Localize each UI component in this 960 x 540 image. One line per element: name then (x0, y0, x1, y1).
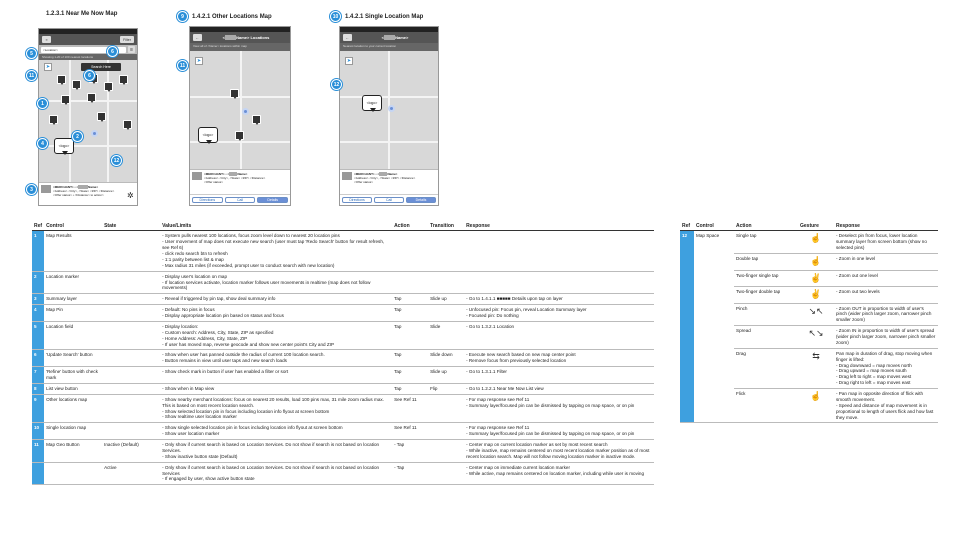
control-cell: List view button (44, 383, 102, 394)
table-row (32, 423, 654, 440)
map-banner: Nearest location to your current location (340, 43, 438, 51)
response-line: - Unfocused pin: Focus pin, reveal Location Summary layer (466, 307, 587, 313)
response-cell (834, 326, 938, 349)
state-cell (102, 294, 160, 305)
wireframe-title-single-location: 10 1.4.2.1 Single Location Map (330, 11, 423, 22)
table-row (32, 271, 654, 294)
value-line: - click redo search btn to refresh (162, 251, 228, 257)
state-cell: Inactive (Default) (102, 440, 160, 463)
control-cell: Map Space (694, 231, 734, 423)
nav-bar (340, 32, 438, 43)
response-cell (834, 254, 938, 271)
response-line: - Go to 1.2.2.1 Near Me Now List view (466, 385, 544, 391)
map-pin[interactable] (61, 95, 70, 104)
state-cell (102, 383, 160, 394)
location-field[interactable]: <Location> (41, 47, 126, 53)
map-pin[interactable] (97, 112, 106, 121)
summary-layer[interactable]: <MERCHANT> • <xxxxxName> <Address> <City>, <State> <ZIP> <Distance> <Offer status> (190, 169, 290, 195)
gesture-icon: ✌ (798, 270, 834, 287)
values-cell (160, 462, 392, 485)
state-cell: Active (102, 462, 160, 485)
response-line: - Deselect pin from focus, lower location summary layer from screen bottom (show no selected pins) (836, 233, 927, 251)
callout-5: 5 (26, 48, 37, 59)
transition-cell: Slide down (428, 350, 464, 367)
response-line: - Summary layer/focused pin can be dismissed by tapping on map space, or on pin (466, 431, 635, 437)
nav-bar (39, 34, 137, 45)
transition-cell (428, 440, 464, 463)
response-cell (834, 348, 938, 388)
response-cell (834, 389, 938, 423)
values-cell (160, 305, 392, 322)
value-line: - Display appropriate location pin based on status and focus (162, 313, 284, 319)
focused-map-pin[interactable]: <logo> (198, 127, 218, 143)
value-line: - Default: No pins in focus (162, 307, 215, 313)
action-cell: Two-finger single tap (734, 270, 798, 287)
state-cell (102, 394, 160, 423)
values-cell (160, 294, 392, 305)
summary-layer[interactable]: <MERCHANT> • <xxxxxName> <Address> <City>, <State> <ZIP> <Distance> <Offer status> (340, 169, 438, 195)
state-cell (102, 350, 160, 367)
values-cell (160, 383, 392, 394)
gesture-icon: ⇆ (798, 348, 834, 388)
header-control: Control (694, 222, 734, 231)
merchant-logo (41, 185, 51, 193)
details-button[interactable]: Details (406, 197, 436, 203)
response-cell (834, 270, 938, 287)
values-cell (160, 271, 392, 294)
header-gesture: Gesture (798, 222, 834, 231)
response-line: - Speed and distance of map movement is in proportional to length of users flick and how fast they move. (836, 402, 934, 420)
response-line: - Summary layer/focused pin can be dismissed by tapping on map space, or on pin (466, 402, 635, 408)
call-button[interactable]: Call (374, 197, 404, 203)
response-line: - Zoom out two levels (836, 289, 880, 295)
street (107, 60, 109, 182)
header-control: Control (44, 222, 102, 231)
response-cell (464, 383, 654, 394)
other-locations-map-screen (189, 26, 291, 206)
summary-offer: <Offer status> (204, 180, 223, 184)
value-line: - Show inactive button state (Default) (162, 453, 238, 459)
response-line: - For map response see Ref 11 (466, 396, 530, 402)
value-line: - If location services activate, location marker follows user movements in realtime (map does not follow movements) (162, 279, 371, 291)
action-cell: Tap (392, 305, 428, 322)
value-line: - Show check mark in button if user has enabled a filter or sort (162, 369, 289, 375)
nav-bar (190, 32, 290, 43)
control-cell: Summary layer (44, 294, 102, 305)
action-cell: Pinch (734, 303, 798, 326)
action-cell (392, 271, 428, 294)
value-line: - Custom search: Address, City, State, ZIP as specified (162, 329, 274, 335)
response-line: - Zoom OUT in proportion to width of user's pinch (wider pinch larger zoom, narrower pinch smaller zoom) (836, 305, 932, 323)
map-pin[interactable] (72, 80, 81, 89)
value-line: - Show when user has panned outside the radius of current 100 location search. (162, 352, 325, 358)
action-cell: Tap (392, 383, 428, 394)
table-row (32, 321, 654, 350)
value-line: - Show realtime user location marker (162, 414, 237, 420)
control-cell: Map Results (44, 231, 102, 271)
values-cell (160, 440, 392, 463)
geo-button-icon[interactable]: ➤ (346, 58, 352, 64)
value-line: - Show when in Map view (162, 385, 215, 391)
transition-cell: Flip (428, 383, 464, 394)
action-bar (340, 194, 438, 205)
transition-cell (428, 394, 464, 423)
ref-cell: 8 (32, 383, 44, 394)
action-cell: Two-finger double tap (734, 287, 798, 304)
table-header-row (32, 222, 654, 231)
value-line: - User movement of map does not execute new search (user must tap 'Redo Search' button for result refresh, see Ref 6) (162, 239, 385, 251)
map-banner: Showing 1-20 of 100 nearest locations (39, 54, 137, 60)
summary-title: <MERCHANT> • < (204, 172, 230, 176)
response-line: - Zoom in one level (836, 256, 876, 262)
values-cell (160, 394, 392, 423)
ref-cell: 4 (32, 305, 44, 322)
summary-address: <Address> <City>, <State> <ZIP> <Distance> (204, 176, 266, 180)
location-marker (388, 105, 395, 112)
header-transition: Transition (428, 222, 464, 231)
action-cell: See Ref 11 (392, 394, 428, 423)
map-pin[interactable] (119, 75, 128, 84)
action-bar (190, 194, 290, 205)
map-banner: View all of <Name> locations within map (190, 43, 290, 51)
callout-11: 11 (177, 60, 188, 71)
merchant-logo (342, 172, 352, 180)
value-line: - Display user's location on map (162, 273, 228, 279)
action-cell: - Tap (392, 462, 428, 485)
menu-button[interactable]: ≡ (42, 36, 51, 43)
callout-12: 12 (331, 79, 342, 90)
response-line: - Go to 1.4.1.1 ■■■■■ Details upon tap on layer (466, 296, 563, 302)
gesture-icon: ↖↘ (798, 326, 834, 349)
ref-cell: 7 (32, 367, 44, 384)
state-cell (102, 423, 160, 440)
header-values: Value/Limits (160, 222, 392, 231)
ref-cell: 2 (32, 271, 44, 294)
table-row (32, 440, 654, 463)
values-cell (160, 321, 392, 350)
summary-title: <MERCHANT> • < (53, 185, 79, 189)
details-button[interactable]: Details (257, 197, 288, 203)
response-line: - Remove focus from previously selected location (466, 358, 567, 364)
response-cell (834, 287, 938, 304)
gesture-icon: ↘↖ (798, 303, 834, 326)
response-line: - Zoom IN in proportion to width of user's spread (wider pinch larger zoom, narrower pinch smaller zoom) (836, 328, 936, 345)
spec-table (32, 222, 654, 485)
response-line: - Drag left to right = map moves west (836, 374, 912, 380)
value-line: - Button remains in view until user taps and new search loads (162, 358, 287, 364)
response-line: - For map response see Ref 11 (466, 425, 530, 431)
search-here-button[interactable]: Search Here (81, 63, 121, 71)
response-line: - Execute new search based on new map center point (466, 352, 576, 358)
map-area[interactable] (340, 51, 438, 169)
summary-title: <MERCHANT> • < (354, 172, 380, 176)
response-cell (834, 231, 938, 254)
table-row (32, 367, 654, 384)
ref-badge: 9 (177, 11, 188, 22)
transition-cell (428, 231, 464, 271)
value-line: - Reveal if triggered by pin tap, show deal summary info (162, 296, 276, 302)
transition-cell (428, 462, 464, 485)
summary-title-end: Name> (88, 185, 99, 189)
response-cell (464, 367, 654, 384)
response-cell (834, 303, 938, 326)
gesture-icon: ☝ (798, 254, 834, 271)
table-row (32, 462, 654, 485)
control-cell: Other locations map (44, 394, 102, 423)
summary-address: <Address> <City>, <State> <ZIP> <Distance> (53, 189, 115, 193)
focused-map-pin[interactable]: <logo> (54, 138, 74, 154)
transition-cell: Slide (428, 321, 464, 350)
map-pin[interactable] (49, 115, 58, 124)
value-line: - Show single selected location pin in focus including location info flyout at screen bottom (162, 425, 343, 431)
transition-cell (428, 305, 464, 322)
action-cell: Tap (392, 350, 428, 367)
ref-cell: 3 (32, 294, 44, 305)
callout-3: 3 (26, 184, 37, 195)
location-marker (91, 130, 98, 137)
callout-6: 6 (107, 46, 118, 57)
directions-button[interactable]: Directions (192, 197, 223, 203)
response-cell (464, 321, 654, 350)
header-ref: Ref (680, 222, 694, 231)
summary-offer: <Offer status> • <Distance> to action> (53, 193, 104, 197)
value-line: - Display location: (162, 323, 199, 329)
response-cell (464, 294, 654, 305)
transition-cell (428, 271, 464, 294)
callout-4: 4 (37, 138, 48, 149)
gesture-icon: ✌ (798, 287, 834, 304)
response-cell (464, 350, 654, 367)
directions-button[interactable]: Directions (342, 197, 372, 203)
action-cell: Tap (392, 321, 428, 350)
response-cell (464, 462, 654, 485)
list-view-icon[interactable]: ☰ (129, 47, 134, 52)
response-line: - Zoom out one level (836, 272, 878, 278)
ref-cell: 11 (32, 440, 44, 463)
header-response: Response (464, 222, 654, 231)
merchant-logo (192, 172, 202, 180)
table-row (32, 383, 654, 394)
summary-offer: <Offer status> (354, 180, 373, 184)
response-line: - While inactive, map remains centered on most recent location marker position as of most recent location search. Map will not follow moving location marker in inactive mode. (466, 447, 650, 459)
response-cell (464, 394, 654, 423)
ref-cell: 9 (32, 394, 44, 423)
table-row (32, 350, 654, 367)
street (69, 60, 71, 182)
header-action: Action (392, 222, 428, 231)
transition-cell: Slide up (428, 294, 464, 305)
map-pin[interactable] (235, 131, 244, 140)
control-cell: Location marker (44, 271, 102, 294)
callout-12: 12 (111, 155, 122, 166)
geo-button-icon[interactable]: ➤ (45, 64, 51, 70)
control-cell: Single location map (44, 423, 102, 440)
control-cell: Map Geo Button (44, 440, 102, 463)
values-cell (160, 350, 392, 367)
single-location-map-screen (339, 26, 439, 206)
summary-address: <Address> <City>, <State> <ZIP> <Distance> (354, 176, 416, 180)
response-line: - Center map on current location marker as set by most recent search (466, 442, 608, 448)
action-cell: Single tap (734, 231, 798, 254)
table-row (680, 231, 938, 254)
response-line: - Drag upward = map moves south (836, 368, 907, 374)
action-cell: Tap (392, 294, 428, 305)
value-line: - Max radius 31 miles (if exceeded, prompt user to conduct search with new location) (162, 262, 335, 268)
value-line: - Show selected location pin in focus including location info flyout at screen bottom (162, 408, 330, 414)
callout-2: 2 (72, 131, 83, 142)
action-cell: Spread (734, 326, 798, 349)
response-line: - Go to 1.3.2.1 Location (466, 323, 515, 329)
near-me-map-screen (38, 28, 138, 206)
transition-cell: Slide up (428, 367, 464, 384)
ref-badge: 10 (330, 11, 341, 22)
wireframe-title-near-me: 1.2.3.1 Near Me Now Map (46, 11, 118, 17)
header-ref: Ref (34, 223, 43, 229)
ref-cell: 10 (32, 423, 44, 440)
value-line: - Only show if current search is based on Location Services. Do not show if search is not based on location Services. (162, 442, 380, 453)
header-response: Response (834, 222, 938, 231)
state-cell (102, 367, 160, 384)
response-line: Pan map in duration of drag, stop moving when finger is lifted: (836, 350, 933, 362)
ref-cell: 6 (32, 350, 44, 367)
map-pin[interactable] (230, 89, 239, 98)
state-cell (102, 305, 160, 322)
response-cell (464, 305, 654, 322)
action-cell (392, 231, 428, 271)
value-line: - Show nearby merchant locations: focus on nearest 20 results, load 100 pins max, 31 mile zoom radius max. This is based on most recent location search. (162, 396, 384, 408)
page-title: <xxxxxName> (381, 35, 409, 40)
table-row (32, 394, 654, 423)
response-line: - Drag downward = map moves north (836, 362, 912, 368)
response-line: - Go to 1.3.1.1 Filter (466, 369, 507, 375)
map-pin[interactable] (123, 120, 132, 129)
page-title: <xxxxxName> Locations (222, 35, 270, 40)
table-row (32, 231, 654, 271)
action-cell: Double tap (734, 254, 798, 271)
map-area[interactable] (190, 51, 290, 169)
filter-button[interactable]: Filter (120, 36, 134, 43)
action-cell: See Ref 11 (392, 423, 428, 440)
list-view-icon[interactable]: ✲ (127, 191, 134, 200)
control-cell: Map Pin (44, 305, 102, 322)
ref-cell (32, 462, 44, 485)
focused-map-pin[interactable]: <logo> (362, 95, 382, 111)
value-line: - Only show if current search is based on Location Services. Do not show if search is not based on location Services (162, 464, 380, 476)
value-line: - If engaged by user, show active button state (162, 476, 255, 482)
map-pin[interactable] (252, 115, 261, 124)
header-action: Action (734, 222, 798, 231)
response-line: - While active, map remains centered on location marker, including while user is moving (466, 470, 645, 476)
map-pin[interactable] (104, 82, 113, 91)
response-cell (464, 231, 654, 271)
control-cell (44, 462, 102, 485)
geo-button-icon[interactable]: ➤ (196, 58, 202, 64)
table-row (32, 294, 654, 305)
back-button[interactable]: ← (343, 34, 352, 41)
callout-1: 1 (37, 98, 48, 109)
values-cell (160, 231, 392, 271)
gesture-icon: ☝ (798, 231, 834, 254)
value-line: - 1:1 parity between list & map (162, 256, 224, 262)
control-cell: Location field (44, 321, 102, 350)
table-row (32, 305, 654, 322)
table-header-row (680, 222, 938, 231)
action-cell: Drag (734, 348, 798, 388)
callout-11: 11 (26, 70, 37, 81)
values-cell (160, 367, 392, 384)
street (340, 141, 439, 143)
state-cell (102, 231, 160, 271)
map-pin[interactable] (87, 93, 96, 102)
state-cell (102, 321, 160, 350)
location-marker (242, 108, 249, 115)
value-line: - Home Address: Address, City, State, ZIP (162, 335, 248, 341)
map-pin[interactable] (57, 75, 66, 84)
back-button[interactable]: ← (193, 34, 202, 41)
state-cell (102, 271, 160, 294)
header-state: State (102, 222, 160, 231)
action-cell: Tap (392, 367, 428, 384)
control-cell: 'Refine' button with check mark (44, 367, 102, 384)
value-line: - Show user location marker (162, 431, 220, 437)
callout-6b: 6 (84, 70, 95, 81)
values-cell (160, 423, 392, 440)
response-line: - Drag right to left = map moves east (836, 380, 911, 386)
response-cell (464, 423, 654, 440)
summary-layer[interactable]: <MERCHANT> • <xxxxxxName> <Address> <City>, <State> <ZIP> <Distance> <Offer status> • <Distance> to action> (39, 182, 137, 206)
call-button[interactable]: Call (225, 197, 256, 203)
ref-cell: 1 (32, 231, 44, 271)
gesture-icon: ☝ (798, 389, 834, 423)
response-cell (464, 440, 654, 463)
control-cell: 'Update Search' button (44, 350, 102, 367)
response-line: - Center map on immediate current location marker (466, 464, 570, 470)
ref-cell: 5 (32, 321, 44, 350)
response-line: - Focused pin: Do nothing (466, 313, 519, 319)
gesture-table (680, 222, 938, 423)
action-cell: Flick (734, 389, 798, 423)
value-line: - System pulls nearest 100 locations, focus zoom level down to nearest 20 location pins (162, 233, 340, 239)
action-cell: - Tap (392, 440, 428, 463)
ref-cell: 12 (680, 231, 694, 423)
transition-cell (428, 423, 464, 440)
wireframe-title-other-locations: 9 1.4.2.1 Other Locations Map (177, 11, 272, 22)
value-line: - If user has moved map, reverse geocode and show new center point's City and ZIP (162, 341, 335, 347)
response-cell (464, 271, 654, 294)
response-line: - Pan map in opposite direction of flick with smooth movement. (836, 391, 924, 402)
search-bar (39, 45, 137, 54)
